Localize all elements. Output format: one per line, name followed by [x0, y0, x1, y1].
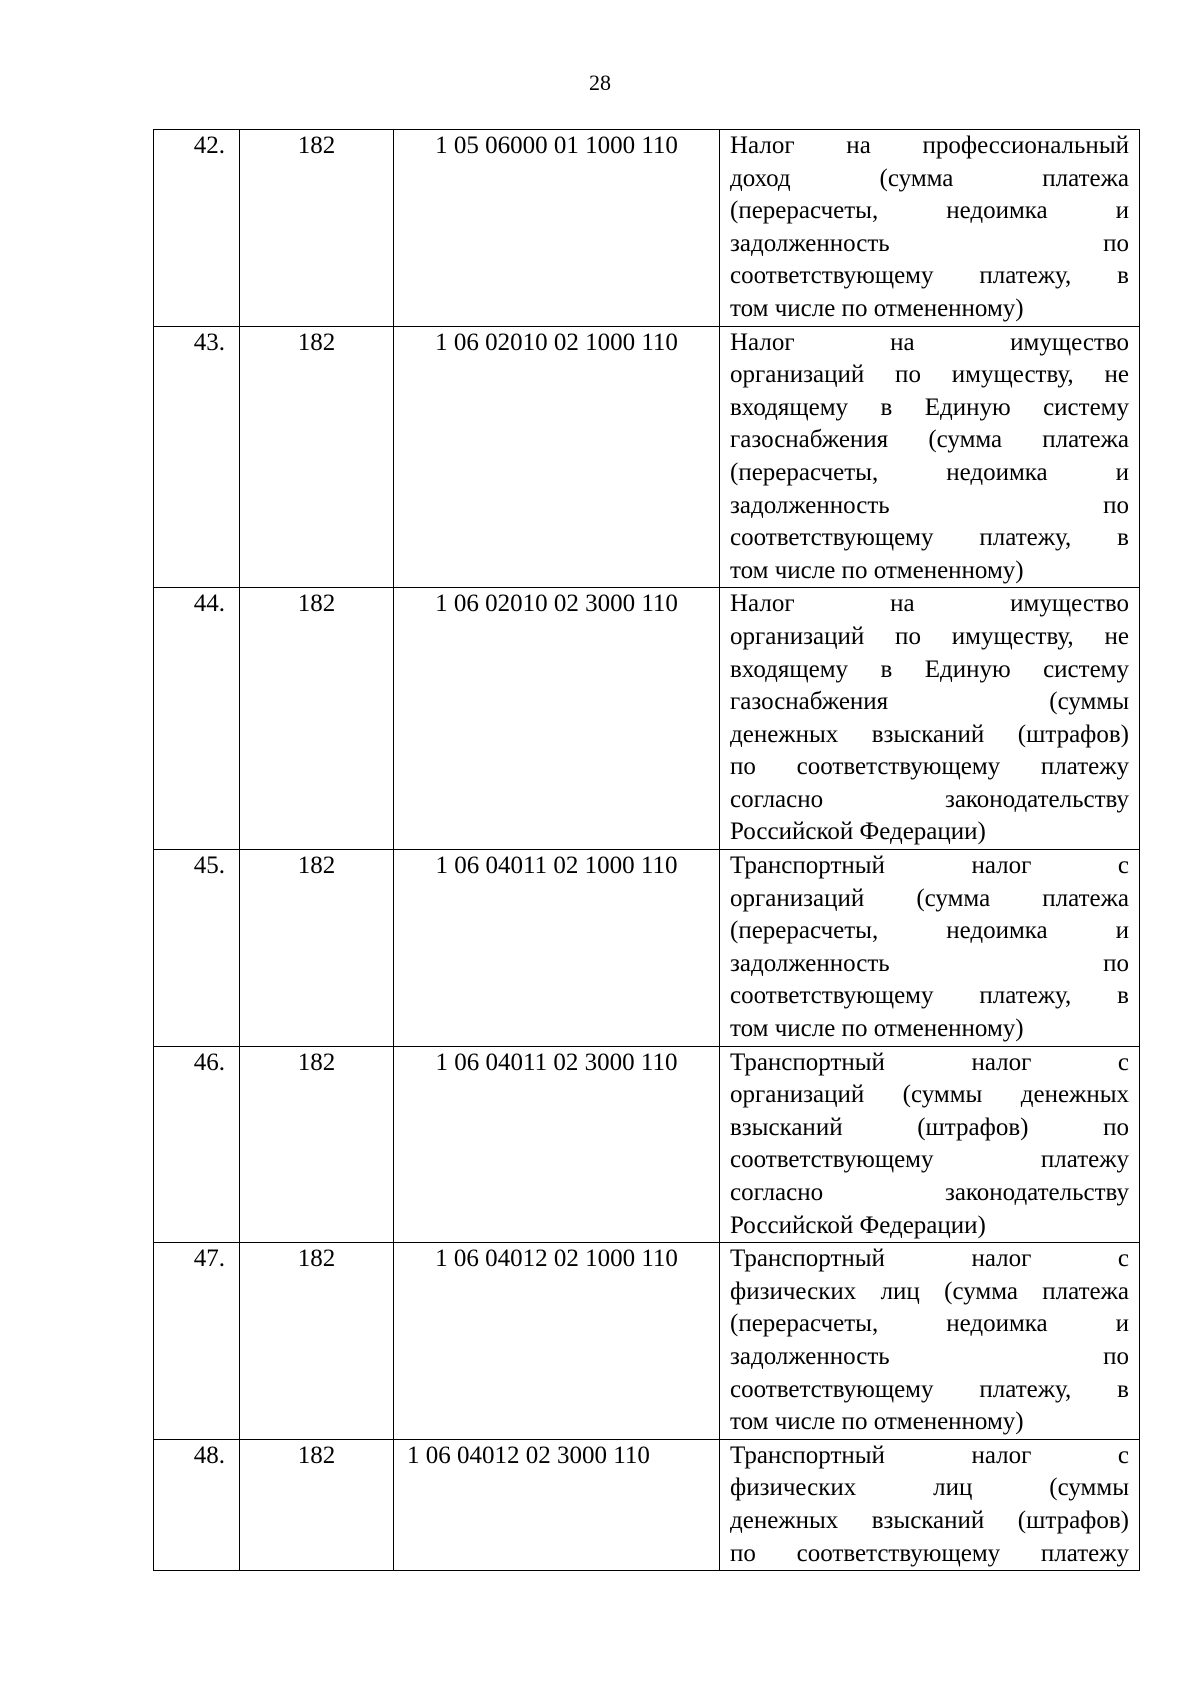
- revenue-name-line: том числе по отмененному): [730, 1015, 1024, 1043]
- revenue-name-line: Российской Федерации): [730, 1211, 986, 1239]
- revenue-name-line: денежных взысканий (штрафов): [730, 1506, 1129, 1534]
- revenue-name-line: соответствующему платежу: [730, 1146, 1129, 1174]
- row-number: 46.: [154, 1046, 240, 1243]
- revenue-name-line: Налог на имущество: [730, 328, 1129, 356]
- revenue-name-line: соответствующему платежу, в: [730, 524, 1129, 552]
- revenue-name-line: соответствующему платежу, в: [730, 1375, 1129, 1403]
- table-row: [154, 588, 1140, 850]
- table-row: [154, 850, 1140, 1047]
- table-row: [154, 326, 1140, 588]
- admin-code: 182: [240, 850, 394, 1047]
- revenue-name-line: взысканий (штрафов) по: [730, 1113, 1129, 1141]
- revenue-name-line: задолженность по: [730, 229, 1129, 257]
- budget-classification-code: 1 06 02010 02 1000 110: [394, 326, 720, 588]
- budget-classification-code: 1 06 04012 02 1000 110: [394, 1243, 720, 1440]
- revenue-name-line: согласно законодательству: [730, 785, 1129, 813]
- revenue-name-line: газоснабжения (суммы: [730, 688, 1129, 716]
- revenue-name: [720, 1439, 1140, 1570]
- admin-code: 182: [240, 130, 394, 327]
- revenue-name-line: соответствующему платежу, в: [730, 262, 1129, 290]
- revenue-name-line: Транспортный налог с: [730, 1245, 1129, 1273]
- revenue-name-line: том числе по отмененному): [730, 294, 1024, 322]
- revenue-name-line: доход (сумма платежа: [730, 164, 1129, 192]
- revenue-name-line: входящему в Единую систему: [730, 655, 1129, 683]
- revenue-name-line: Транспортный налог с: [730, 1048, 1129, 1076]
- revenue-name: [720, 1243, 1140, 1440]
- revenue-name-line: задолженность по: [730, 491, 1129, 519]
- revenue-name-line: организаций по имуществу, не: [730, 361, 1129, 389]
- budget-classification-code: 1 06 04012 02 3000 110: [394, 1439, 720, 1570]
- revenue-name-line: по соответствующему платежу: [730, 753, 1129, 781]
- revenue-name-line: входящему в Единую систему: [730, 393, 1129, 421]
- table-row: [154, 130, 1140, 327]
- revenue-name-line: задолженность по: [730, 1342, 1129, 1370]
- revenue-name-line: согласно законодательству: [730, 1179, 1129, 1206]
- budget-classification-code: 1 06 04011 02 3000 110: [394, 1046, 720, 1243]
- revenue-name-line: том числе по отмененному): [730, 1408, 1024, 1436]
- revenue-name-line: Российской Федерации): [730, 818, 986, 846]
- budget-codes-table: [153, 129, 1140, 1571]
- admin-code: 182: [240, 326, 394, 588]
- revenue-name-line: (перерасчеты, недоимка и: [730, 917, 1129, 945]
- revenue-name-line: задолженность по: [730, 949, 1129, 977]
- revenue-name-line: организаций (сумма платежа: [730, 884, 1129, 912]
- admin-code: 182: [240, 588, 394, 850]
- table-body: [154, 130, 1140, 1571]
- revenue-name-line: (перерасчеты, недоимка и: [730, 197, 1129, 225]
- revenue-name: [720, 130, 1140, 327]
- row-number: 48.: [154, 1439, 240, 1570]
- row-number: 42.: [154, 130, 240, 327]
- revenue-name-line: организаций по имуществу, не: [730, 622, 1129, 650]
- admin-code: 182: [240, 1439, 394, 1570]
- revenue-name-line: физических лиц (сумма платежа: [730, 1277, 1129, 1305]
- revenue-name-line: физических лиц (суммы: [730, 1474, 1129, 1502]
- revenue-name-line: организаций (суммы денежных: [730, 1081, 1129, 1109]
- revenue-name-line: Налог на имущество: [730, 590, 1129, 618]
- revenue-name: [720, 850, 1140, 1047]
- admin-code: 182: [240, 1046, 394, 1243]
- table-row: [154, 1439, 1140, 1570]
- revenue-name-line: денежных взысканий (штрафов): [730, 720, 1129, 748]
- budget-classification-code: 1 06 04011 02 1000 110: [394, 850, 720, 1047]
- revenue-name-line: (перерасчеты, недоимка и: [730, 1310, 1129, 1338]
- budget-classification-code: 1 05 06000 01 1000 110: [394, 130, 720, 327]
- row-number: 43.: [154, 326, 240, 588]
- revenue-name-line: Транспортный налог с: [730, 852, 1129, 880]
- revenue-name: [720, 1046, 1140, 1243]
- budget-classification-code: 1 06 02010 02 3000 110: [394, 588, 720, 850]
- page-number: 28: [589, 70, 611, 95]
- revenue-name-line: по соответствующему платежу: [730, 1539, 1129, 1567]
- revenue-name-line: Налог на профессиональный: [730, 132, 1129, 159]
- revenue-name-line: (перерасчеты, недоимка и: [730, 458, 1129, 486]
- revenue-name-line: Транспортный налог с: [730, 1441, 1129, 1469]
- table-row: [154, 1243, 1140, 1440]
- row-number: 44.: [154, 588, 240, 850]
- row-number: 45.: [154, 850, 240, 1047]
- row-number: 47.: [154, 1243, 240, 1440]
- revenue-name-line: соответствующему платежу, в: [730, 982, 1129, 1010]
- table-row: [154, 1046, 1140, 1243]
- revenue-name: [720, 326, 1140, 588]
- revenue-name-line: том числе по отмененному): [730, 556, 1024, 584]
- admin-code: 182: [240, 1243, 394, 1440]
- revenue-name-line: газоснабжения (сумма платежа: [730, 426, 1129, 454]
- revenue-name: [720, 588, 1140, 850]
